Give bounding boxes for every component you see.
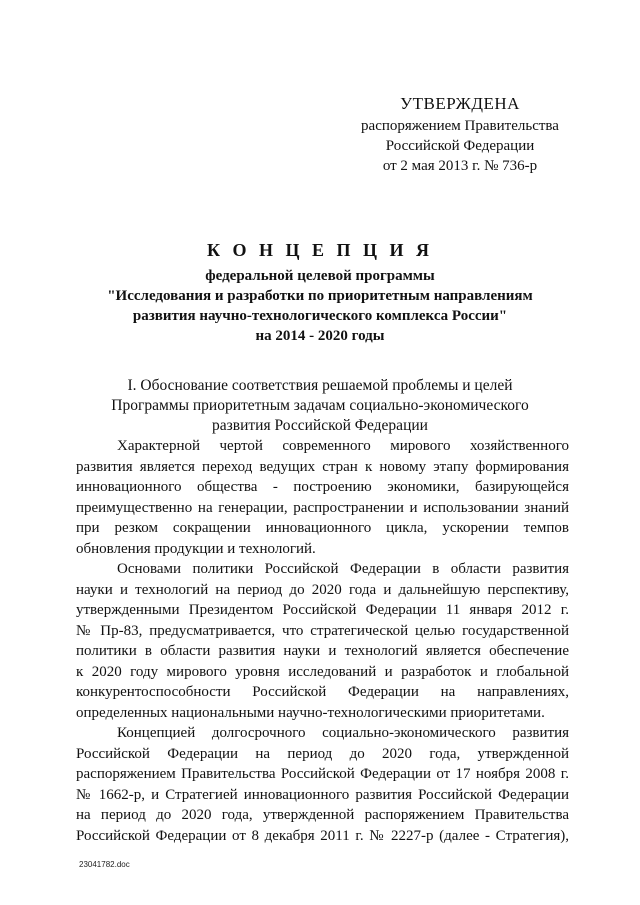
paragraph-line: при резком сокращении инновационного цикла, ускорении темпов (76, 520, 569, 536)
paragraph-line: обновления продукции и технологий. (76, 540, 316, 557)
paragraph-line: Характерной чертой современного мирового хозяйственного (117, 438, 569, 454)
section-heading-line-3: развития Российской Федерации (212, 417, 428, 434)
section-heading-line-2: Программы приоритетным задачам социально-экономического (111, 397, 529, 414)
paragraph-line: конкурентоспособности Российской Федерации на направлениях, (76, 684, 569, 700)
paragraph (76, 559, 569, 723)
paragraph-line: преимущественно на генерации, распространении и использовании знаний (76, 499, 569, 516)
paragraph-line: к 2020 году мирового уровня исследований и разработок и глобальной (76, 663, 569, 680)
approval-line-2: Российской Федерации (385, 138, 535, 154)
approval-stamp-block (340, 94, 580, 176)
subtitle-line-3: развития научно-технологического комплекса России" (132, 308, 508, 324)
paragraph (76, 436, 569, 559)
subtitle-line-2: "Исследования и разработки по приоритетным направлениям (107, 288, 533, 304)
paragraph-line: № Пр-83, предусматривается, что стратегической целью государственной (76, 622, 569, 639)
paragraph-line: утвержденными Президентом Российской Федерации 11 января 2012 г. (76, 602, 569, 618)
approval-stamp: УТВЕРЖДЕНА (400, 94, 520, 113)
approval-line-3: от 2 мая 2013 г. № 736-р (382, 158, 538, 174)
paragraph-line: развития является переход ведущих стран к новому этапу формирования (76, 458, 569, 475)
subtitle-line-4: на 2014 - 2020 годы (255, 328, 385, 344)
footer-filename: 23041782.doc (79, 860, 130, 869)
paragraph-line: на период до 2020 года, утвержденной распоряжением Правительства (76, 807, 569, 823)
document-subtitle (40, 266, 600, 346)
paragraph-line: Основами политики Российской Федерации в области развития (117, 561, 569, 577)
section-heading-line-1: I. Обоснование соответствия решаемой проблемы и целей (127, 377, 513, 394)
subtitle-line-1: федеральной целевой программы (205, 268, 435, 284)
approval-line-1: распоряжением Правительства (361, 118, 559, 134)
paragraph-line: Концепцией долгосрочного социально-экономического развития (117, 725, 569, 741)
section-heading (40, 376, 600, 436)
paragraph-line: распоряжением Правительства Российской Федерации от 17 ноября 2008 г. (76, 766, 569, 782)
body-text (76, 436, 569, 846)
document-title: К О Н Ц Е П Ц И Я (206, 240, 434, 260)
paragraph-line: Российской Федерации на период до 2020 года, утвержденной (76, 745, 569, 762)
paragraph-line: науки и технологий на период до 2020 года и дальнейшую перспективу, (76, 581, 569, 598)
paragraph-line: Российской Федерации от 8 декабря 2011 г. № 2227-р (далее - Стратегия), (76, 827, 569, 844)
paragraph (76, 723, 569, 846)
paragraph-line: политики в области развития науки и технологий является обеспечение (76, 643, 569, 659)
paragraph-line: инновационного общества - построению экономики, базирующейся (76, 479, 569, 495)
paragraph-line: № 1662-р, и Стратегией инновационного развития Российской Федерации (76, 786, 569, 803)
paragraph-line: определенных национальными научно-технологическими приоритетами. (76, 704, 545, 721)
